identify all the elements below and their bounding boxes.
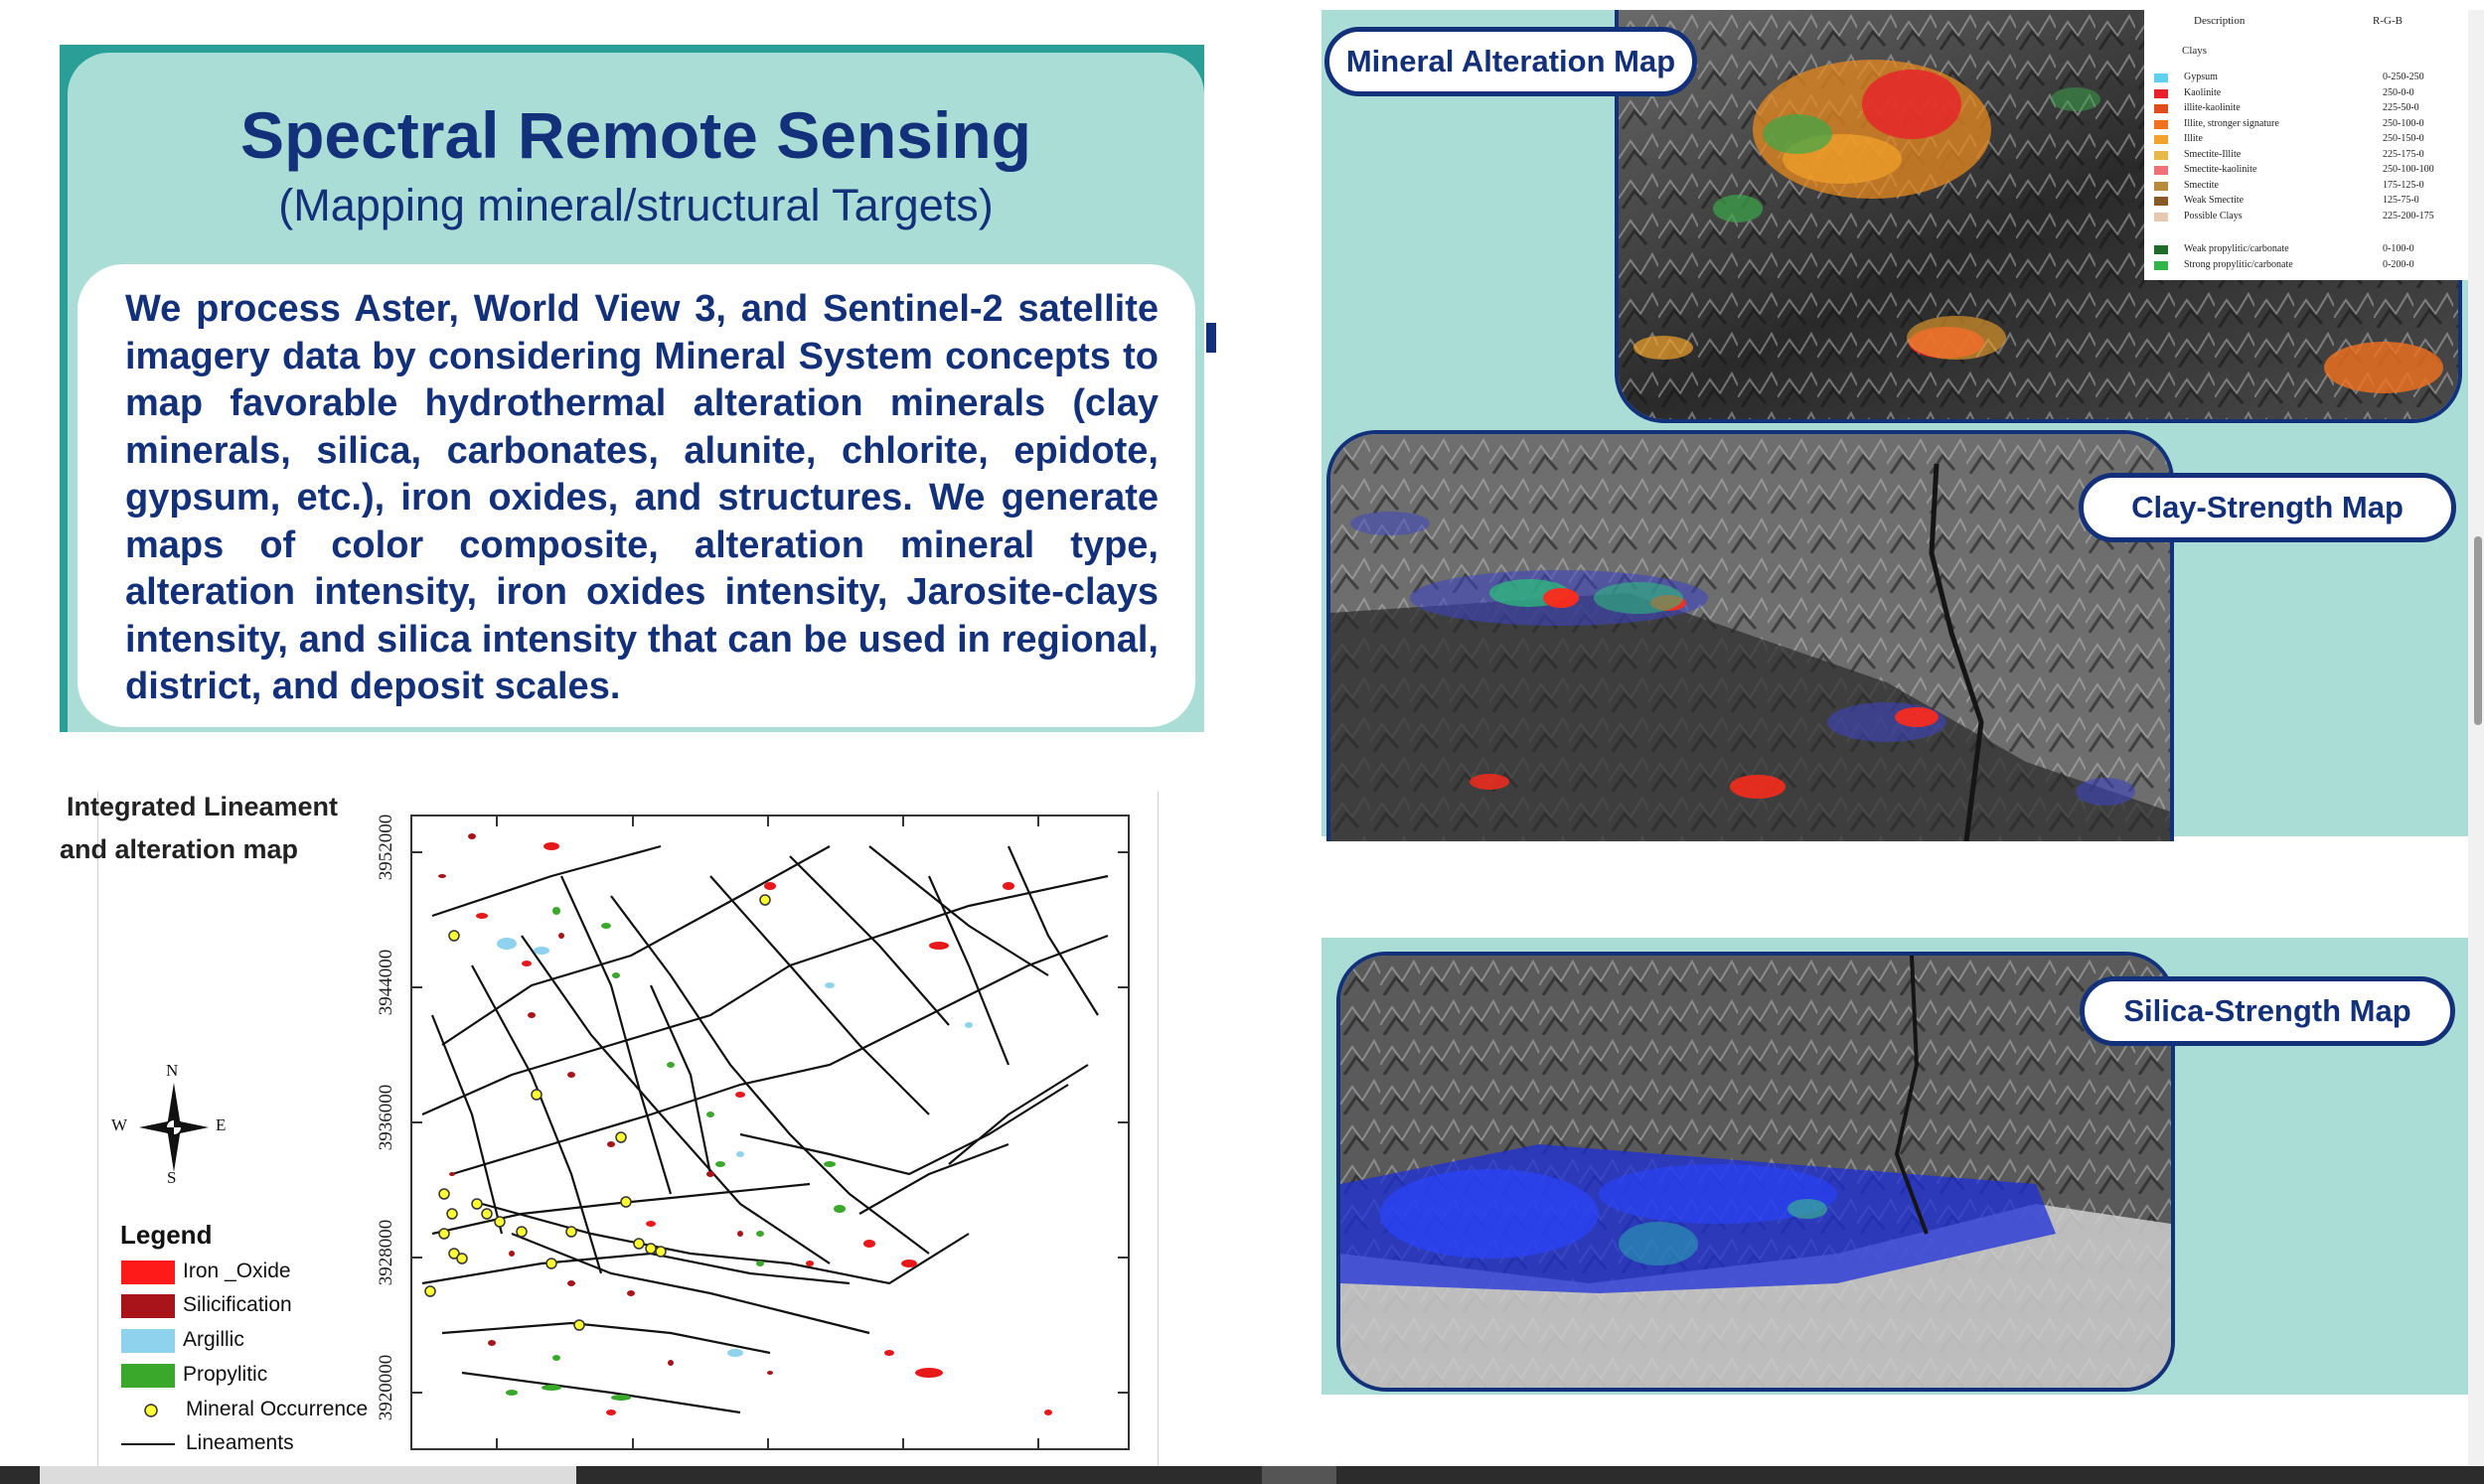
legend-mineral-name: Illite, stronger signature	[2184, 117, 2279, 129]
legend-col-description: Description	[2194, 15, 2246, 27]
legend-label: Iron _Oxide	[183, 1260, 291, 1282]
alteration-legend-row	[2154, 259, 2472, 271]
legend-swatch	[2154, 197, 2168, 206]
legend-label: Silicification	[183, 1293, 292, 1316]
scrollbar-thumb[interactable]	[2474, 536, 2482, 725]
y-tick-label: 3920000	[376, 1354, 396, 1421]
legend-swatch	[2154, 74, 2168, 82]
occurrence-symbol-icon	[121, 1399, 175, 1422]
lineament-map-title-line2: and alteration map	[60, 834, 299, 864]
info-card	[60, 45, 1204, 732]
legend-swatch	[2154, 213, 2168, 222]
north-arrow-icon	[134, 1073, 214, 1182]
legend-swatch	[2154, 166, 2168, 175]
alteration-legend-row	[2154, 164, 2472, 176]
compass-north-label: N	[166, 1061, 179, 1080]
info-card-body-box	[78, 264, 1195, 727]
legend-mineral-name: Weak Smectite	[2184, 195, 2245, 206]
y-tick-label: 3928000	[376, 1219, 396, 1286]
legend-mineral-name: Possible Clays	[2184, 210, 2243, 222]
legend-rgb-value: 0-250-250	[2383, 72, 2424, 82]
right-panel-gap	[1321, 836, 2484, 938]
alteration-legend-row	[2154, 118, 2472, 130]
silicification-patches	[438, 833, 773, 1375]
legend-label: Propylitic	[183, 1363, 268, 1386]
alteration-legend-row	[2154, 87, 2472, 99]
silica-strength-map-label: Silica-Strength Map	[2080, 976, 2455, 1046]
legend-swatch	[121, 1364, 175, 1388]
clay-strength-map-label: Clay-Strength Map	[2079, 473, 2456, 542]
silica-strength-raster	[1340, 956, 2171, 1388]
legend-label: Mineral Occurrence	[186, 1398, 369, 1420]
iron-oxide-patches	[476, 842, 1052, 1415]
legend-mineral-name: Strong propylitic/carbonate	[2184, 258, 2293, 270]
legend-swatch	[2154, 261, 2168, 270]
lineament-symbol-icon	[121, 1432, 175, 1456]
legend-swatch	[121, 1294, 175, 1318]
lineaments	[422, 846, 1108, 1412]
legend-rgb-value: 0-100-0	[2383, 243, 2414, 254]
info-card-accent	[1206, 323, 1216, 353]
legend-rgb-value: 0-200-0	[2383, 258, 2414, 270]
axis-ticks	[412, 816, 1128, 1448]
legend-label: Lineaments	[186, 1431, 294, 1454]
legend-label: Argillic	[183, 1328, 244, 1351]
alteration-legend-row	[2154, 195, 2472, 207]
alteration-legend-row	[2154, 243, 2472, 255]
y-tick-label: 3944000	[376, 949, 396, 1016]
legend-rgb-value: 225-175-0	[2383, 148, 2424, 160]
lineament-map-canvas	[412, 816, 1128, 1448]
legend-swatch	[2154, 245, 2168, 254]
legend-swatch	[2154, 151, 2168, 160]
legend-mineral-name: Smectite-Illite	[2184, 148, 2242, 160]
legend-swatch	[2154, 104, 2168, 113]
legend-rgb-value: 125-75-0	[2383, 195, 2419, 206]
lineament-legend-title: Legend	[120, 1220, 213, 1250]
alteration-legend-row	[2154, 149, 2472, 161]
vertical-scrollbar[interactable]	[2468, 10, 2484, 1466]
legend-rgb-value: 175-125-0	[2383, 179, 2424, 191]
legend-mineral-name: Gypsum	[2184, 72, 2218, 82]
info-card-title: Spectral Remote Sensing	[240, 98, 1031, 172]
lineament-map-plot	[410, 815, 1130, 1450]
legend-rgb-value: 250-100-100	[2383, 164, 2434, 175]
compass-south-label: S	[167, 1168, 177, 1187]
legend-rgb-value: 250-100-0	[2383, 117, 2424, 129]
legend-mineral-name: Illite	[2184, 133, 2203, 144]
mineral-alteration-map-label: Mineral Alteration Map	[1324, 27, 1697, 96]
compass-east-label: E	[216, 1115, 227, 1134]
compass-west-label: W	[111, 1115, 128, 1134]
info-card-subtitle: (Mapping mineral/structural Targets)	[278, 180, 994, 230]
legend-rgb-value: 250-150-0	[2383, 133, 2424, 144]
lineament-map-title-line1: Integrated Lineament	[67, 792, 339, 821]
legend-swatch	[2154, 89, 2168, 98]
alteration-legend-row	[2154, 133, 2472, 145]
legend-mineral-name: Kaolinite	[2184, 86, 2222, 98]
info-card-header	[68, 53, 1204, 732]
legend-mineral-name: illite-kaolinite	[2184, 102, 2241, 113]
alteration-legend-row	[2154, 211, 2472, 223]
alteration-legend-row	[2154, 180, 2472, 192]
legend-rgb-value: 225-50-0	[2383, 102, 2419, 113]
legend-group-clays: Clays	[2182, 45, 2208, 57]
legend-swatch	[121, 1261, 175, 1284]
alteration-legend	[2144, 10, 2479, 280]
legend-swatch	[2154, 120, 2168, 129]
legend-swatch	[2154, 182, 2168, 191]
legend-swatch	[2154, 135, 2168, 144]
clay-strength-map-image	[1326, 430, 2174, 841]
legend-rgb-value: 225-200-175	[2383, 210, 2434, 222]
info-card-body: We process Aster, World View 3, and Sentinel-2 satellite imagery data by considering Mineral System concepts to map favorable hydrothermal alteration minerals (clay minerals, silica, carbonates, alunite, chlorite, epidote, gypsum, etc.), iron oxides, and structures. We generate maps of color composite, alteration mineral type, alteration intensity, iron oxides intensity, Jarosite-clays intensity, and silica intensity that can be used in regional, district, and deposit scales.	[125, 288, 1159, 707]
y-tick-label: 3936000	[376, 1084, 396, 1151]
bottom-bar-segment	[40, 1466, 576, 1484]
clay-strength-raster	[1330, 434, 2170, 841]
alteration-legend-row	[2154, 102, 2472, 114]
bottom-bar-segment	[1262, 1466, 1336, 1484]
alteration-legend-row	[2154, 72, 2472, 83]
legend-col-rgb: R-G-B	[2373, 15, 2403, 27]
legend-mineral-name: Smectite	[2184, 179, 2219, 191]
legend-rgb-value: 250-0-0	[2383, 86, 2414, 98]
silica-strength-map-image	[1336, 952, 2175, 1392]
legend-swatch	[121, 1329, 175, 1353]
legend-mineral-name: Smectite-kaolinite	[2184, 164, 2257, 175]
legend-mineral-name: Weak propylitic/carbonate	[2184, 243, 2289, 254]
y-tick-label: 3952000	[376, 814, 396, 881]
